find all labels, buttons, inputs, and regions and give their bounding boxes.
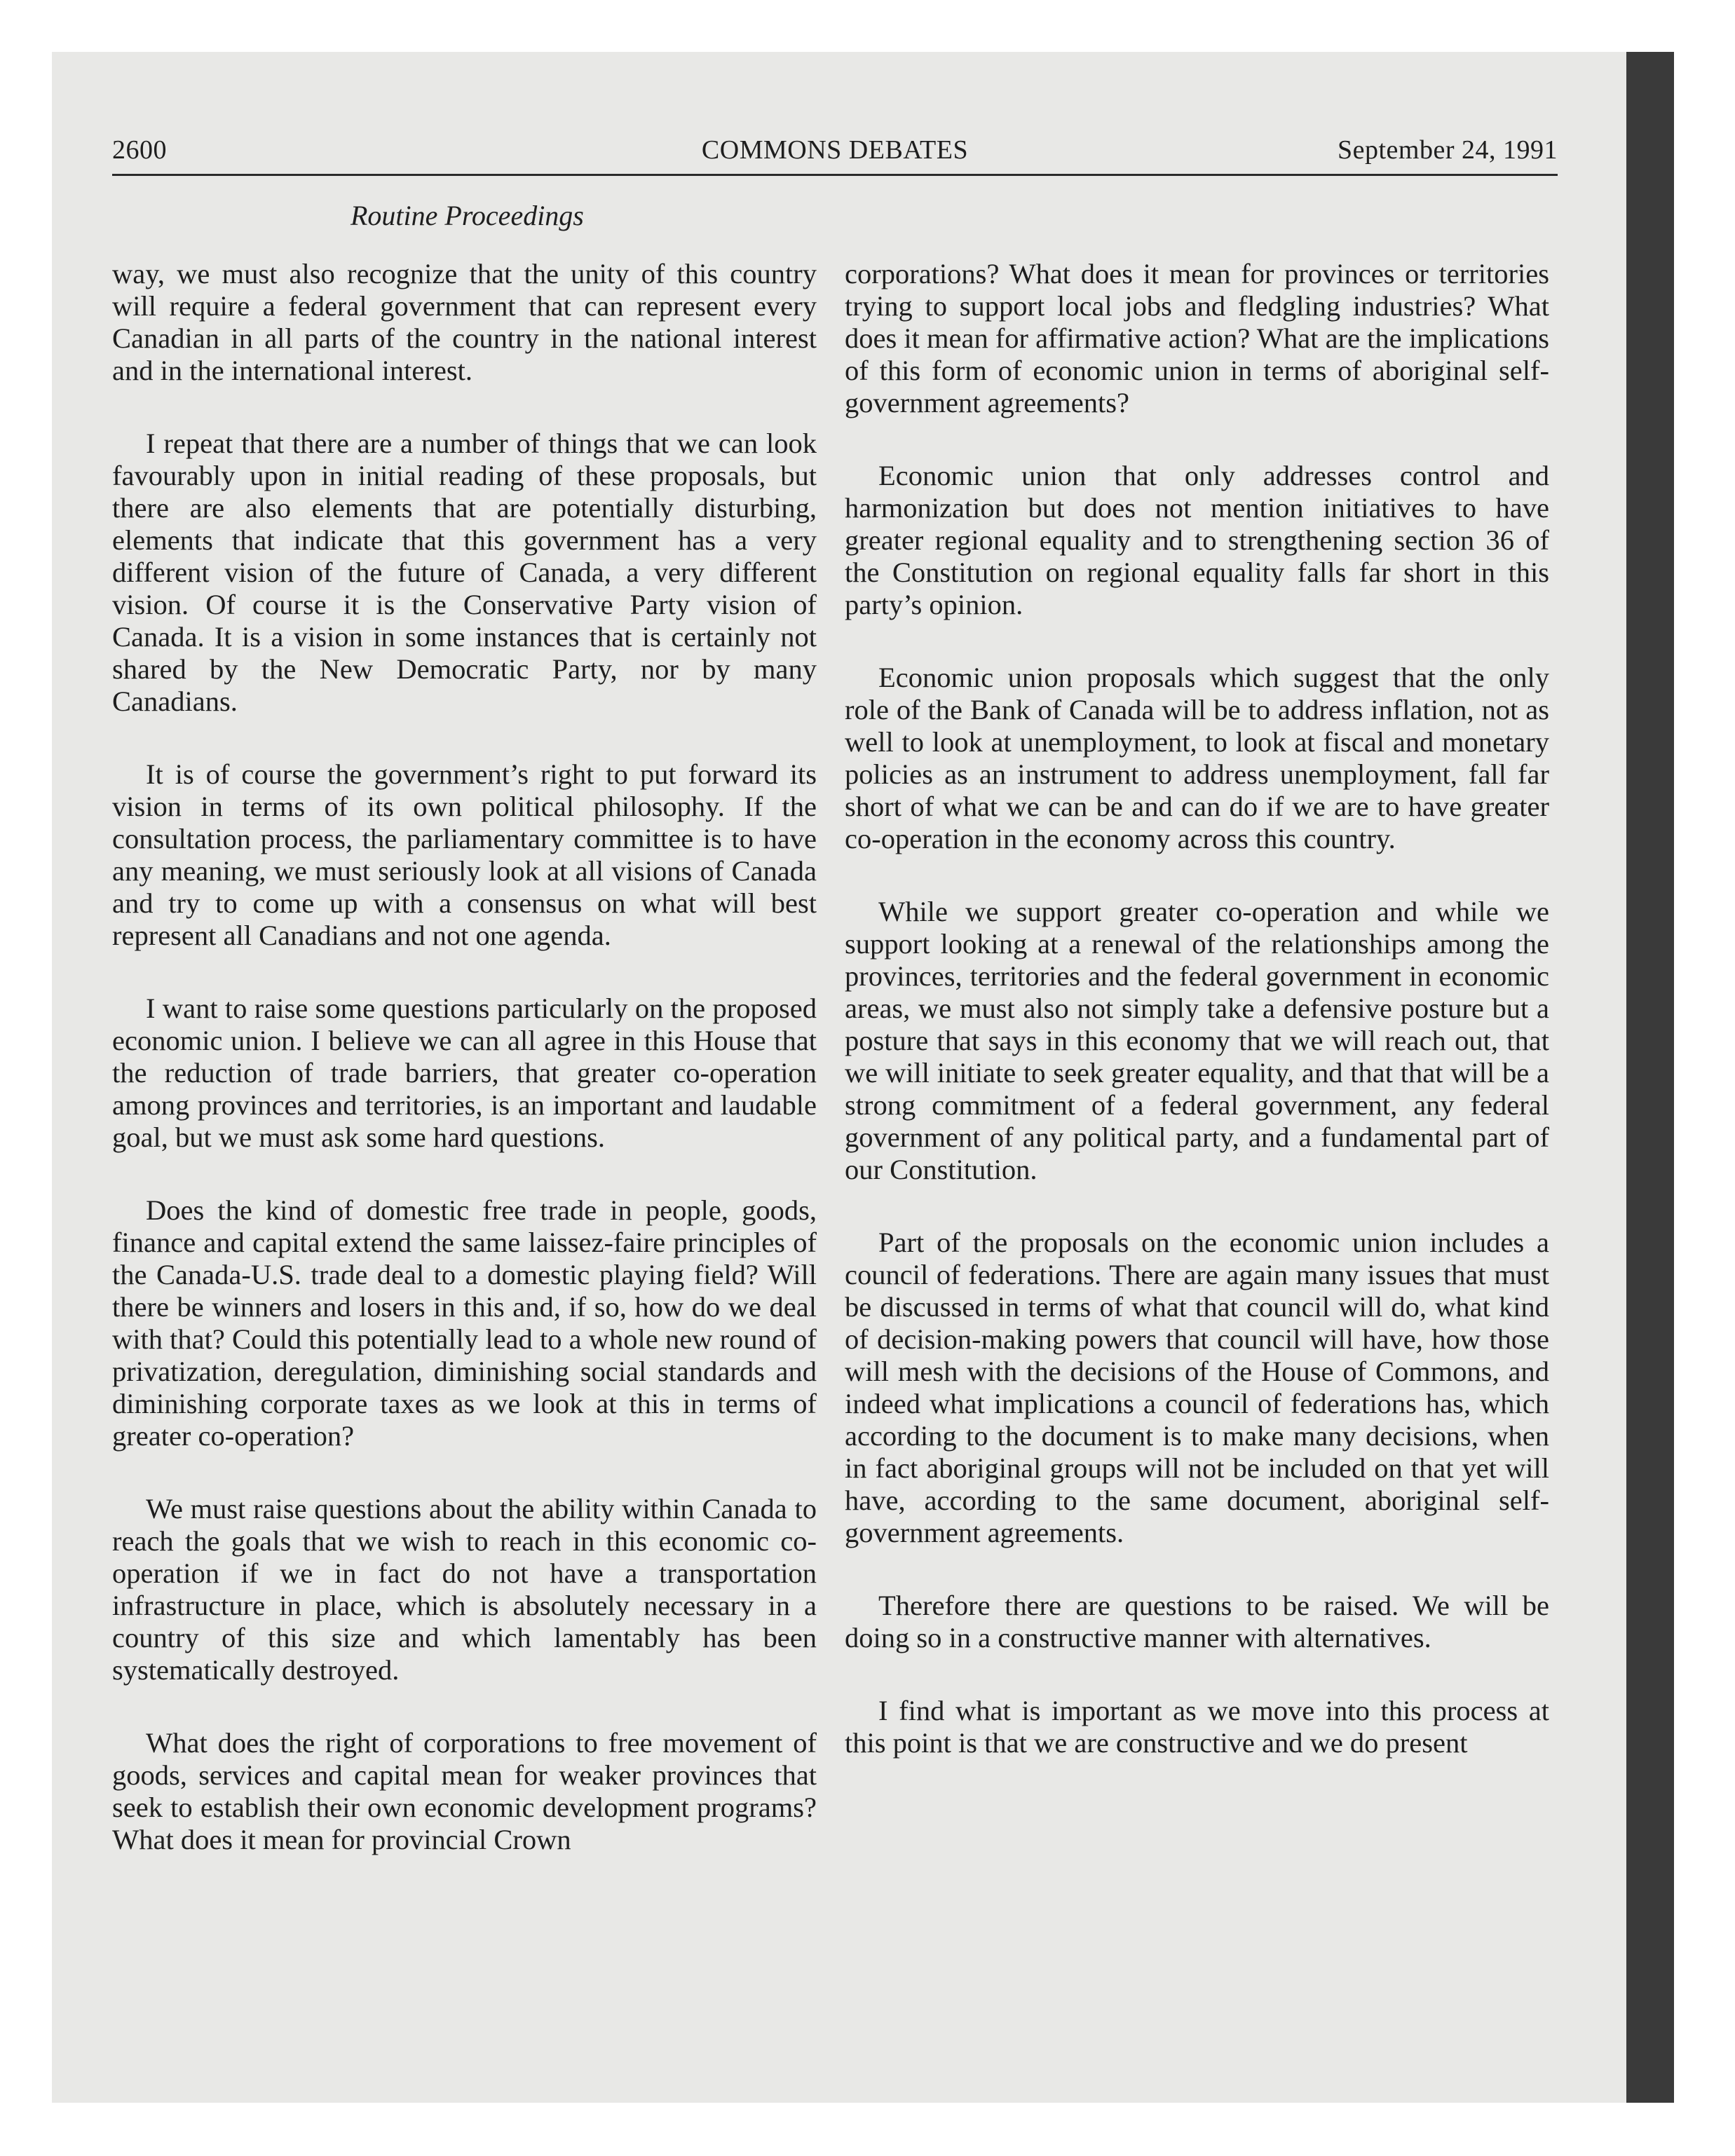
paragraph: Economic union proposals which suggest that the only role of the Bank of Canada will be to address inflation, not as well to look at unemployment, to look at fiscal and monetary policies as an instrument to address unemployment, fall far short of what we can be and can do if we are to have greater co-operation in the economy across this country.	[845, 662, 1549, 854]
paragraph: I repeat that there are a number of things that we can look favourably upon in initial reading of these proposals, but there are also elements that are potentially disturbing, elements that indicate that this government has a very different vision of the future of Canada, a very different vision. Of course it is the Conservative Party vision of Canada. It is a vision in some instances that is certainly not shared by the New Democratic Party, nor by many Canadians.	[112, 428, 817, 717]
scan-edge-shadow	[1626, 52, 1674, 2103]
paragraph: way, we must also recognize that the unity of this country will require a federal government that can represent every Canadian in all parts of the country in the national interest and in the international interest.	[112, 258, 817, 386]
right-column	[845, 258, 1549, 1759]
paragraph: While we support greater co-operation and while we support looking at a renewal of the relationships among the provinces, territories and the federal government in economic areas, we must also not simply take a defensive posture but a posture that says in this economy that we will reach out, that we will initiate to seek greater equality, and that that will be a strong commitment of a federal government, any federal government of any political party, and a fundamental part of our Constitution.	[845, 896, 1549, 1185]
paragraph: It is of course the government’s right to put forward its vision in terms of its own political philosophy. If the consultation process, the parliamentary committee is to have any meaning, we must seriously look at all visions of Canada and try to come up with a consensus on what will best represent all Canadians and not one agenda.	[112, 758, 817, 951]
paragraph: Therefore there are questions to be raised. We will be doing so in a constructive manner with alternatives.	[845, 1590, 1549, 1653]
section-title: Routine Proceedings	[351, 200, 584, 231]
paragraph: We must raise questions about the ability within Canada to reach the goals that we wish to reach in this economic co-operation if we in fact do not have a transportation infrastructure in place, which is absolutely necessary in a country of this size and which lamentably has been systematically destroyed.	[112, 1493, 817, 1686]
running-header	[112, 130, 1558, 172]
paragraph: What does the right of corporations to free movement of goods, services and capital mean for weaker provinces that seek to establish their own economic development programs? What does it mean for provincial Crown	[112, 1727, 817, 1855]
paragraph: I find what is important as we move into this process at this point is that we are constructive and we do present	[845, 1695, 1549, 1759]
header-date: September 24, 1991	[1337, 135, 1558, 165]
paragraph: Economic union that only addresses control and harmonization but does not mention initiatives to have greater regional equality and to strengthening section 36 of the Constitution on regional equality falls far short in this party’s opinion.	[845, 460, 1549, 620]
paragraph: corporations? What does it mean for provinces or territories trying to support local jobs and fledgling industries? What does it mean for affirmative action? What are the implications of this form of economic union in terms of aboriginal self-government agreements?	[845, 258, 1550, 418]
paragraph: Does the kind of domestic free trade in people, goods, finance and capital extend the same laissez-faire principles of the Canada-U.S. trade deal to a domestic playing field? Will there be winners and losers in this and, if so, how do we deal with that? Could this potentially lead to a whole new round of privatization, deregulation, diminishing social standards and diminishing corporate taxes as we look at this in terms of greater co-operation?	[112, 1194, 817, 1452]
page-number: 2600	[112, 135, 167, 165]
header-rule	[112, 174, 1558, 176]
left-column	[112, 258, 817, 1856]
paragraph: Part of the proposals on the economic union includes a council of federations. There are again many issues that must be discussed in terms of what that council will do, what kind of decision-making powers that council will have, how those will mesh with the decisions of the House of Commons, and indeed what implications a council of federations has, which according to the document is to make many decisions, when in fact aboriginal groups will not be included on that yet will have, according to the same document, aboriginal self-government agreements.	[845, 1227, 1549, 1548]
journal-title: COMMONS DEBATES	[701, 135, 969, 165]
paragraph: I want to raise some questions particularly on the proposed economic union. I believe we can all agree in this House that the reduction of trade barriers, that greater co-operation among provinces and territories, is an important and laudable goal, but we must ask some hard questions.	[112, 992, 817, 1153]
